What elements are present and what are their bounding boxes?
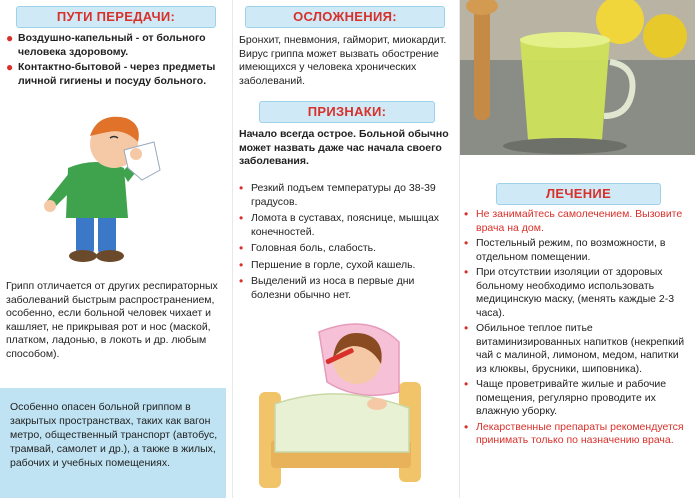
list-item [464, 208, 692, 235]
transmission-list [6, 32, 228, 90]
column-treatment [460, 0, 695, 498]
symptoms-onset: Начало всегда острое. Больной обычно может назвать даже час начала своего заболевания. [239, 128, 449, 167]
bullet-icon: • [464, 265, 469, 279]
treatment-mask: При отсутствии изоляции от здоровых больному необходимо использовать медицинскую маску, (менять каждые 2-3 часа). [476, 266, 675, 319]
bullet-icon: • [464, 419, 469, 434]
column-complications [232, 0, 460, 498]
bullet-icon: • [239, 257, 244, 272]
transmission-item-contact: Контактно-бытовой - через предметы личной гигиены и посуду больного. [18, 61, 216, 87]
sick-girl-in-bed-illustration [249, 312, 449, 492]
bullet-icon: • [464, 377, 469, 391]
symptom-fever: Резкий подъем температуры до 38-39 градусов. [251, 182, 436, 208]
complications-title: ОСЛОЖНЕНИЯ: [245, 6, 445, 28]
symptoms-title: ПРИЗНАКИ: [259, 101, 435, 123]
treatment-drinks: Обильное теплое питье витаминизированных напитков (некрепкий чай с малиной, лимоном, медом, напитки из клюквы, брусники, шиповника). [476, 322, 685, 375]
list-item [6, 32, 228, 59]
list-item [239, 275, 455, 302]
bullet-icon: • [239, 211, 244, 225]
lemon-tea-photo [460, 0, 695, 155]
treatment-no-selfcare: Не занимайтесь самолечением. Вызовите врача на дом. [476, 208, 683, 234]
treatment-ventilation: Чаще проветривайте жилые и рабочие помещения, регулярно проводите их влажную уборку. [476, 378, 667, 417]
bullet-icon: • [464, 207, 469, 221]
bullet-icon: • [239, 274, 244, 288]
transmission-title: ПУТИ ПЕРЕДАЧИ: [16, 6, 216, 28]
warning-box: Особенно опасен больной гриппом в закрытых пространствах, таких как вагон метро, общественный транспорт (автобус, трамвай, самолет и др.), а также в жилых, рабочих и учебных помещениях. [0, 388, 226, 498]
list-item [239, 212, 455, 239]
symptom-throat: Першение в горле, сухой кашель. [251, 258, 416, 271]
transmission-item-airborne: Воздушно-капельный - от больного человека здоровому. [18, 32, 206, 58]
column-transmission [0, 0, 232, 498]
bullet-icon: • [239, 241, 244, 255]
list-item [464, 237, 692, 264]
symptom-nose: Выделений из носа в первые дни болезни обычно нет. [251, 275, 415, 301]
list-item [6, 61, 228, 88]
bullet-icon: ● [6, 31, 14, 45]
symptom-headache: Головная боль, слабость. [251, 242, 377, 254]
treatment-title: ЛЕЧЕНИЕ [496, 183, 661, 205]
treatment-list [464, 208, 692, 450]
symptom-list [239, 182, 455, 305]
bullet-icon: • [239, 181, 244, 195]
list-item [239, 182, 455, 209]
bullet-icon: • [464, 236, 469, 250]
flu-description: Грипп отличается от других респираторных заболеваний быстрым распространением, особенно, если больной человек чихает и кашляет, не прикрывая рот и нос (маской, платком, ладонью, в локоть и др. любым способом). [6, 280, 218, 360]
bullet-icon: • [464, 321, 469, 335]
list-item [464, 266, 692, 320]
sneezing-boy-illustration [28, 106, 178, 266]
bullet-icon: ● [6, 60, 14, 74]
list-item [464, 378, 692, 419]
list-item [464, 322, 692, 376]
treatment-medication: Лекарственные препараты рекомендуется принимать только по назначению врача. [476, 420, 684, 446]
symptom-aches: Ломота в суставах, пояснице, мышцах конечностей. [251, 212, 440, 238]
complications-text: Бронхит, пневмония, гайморит, миокардит. Вирус гриппа может вызвать обострение имеющихся у человека хронических заболеваний. [239, 34, 447, 87]
list-item [239, 242, 455, 256]
list-item [464, 421, 692, 448]
treatment-bed-rest: Постельный режим, по возможности, в отдельном помещении. [476, 237, 666, 263]
list-item [239, 259, 455, 273]
